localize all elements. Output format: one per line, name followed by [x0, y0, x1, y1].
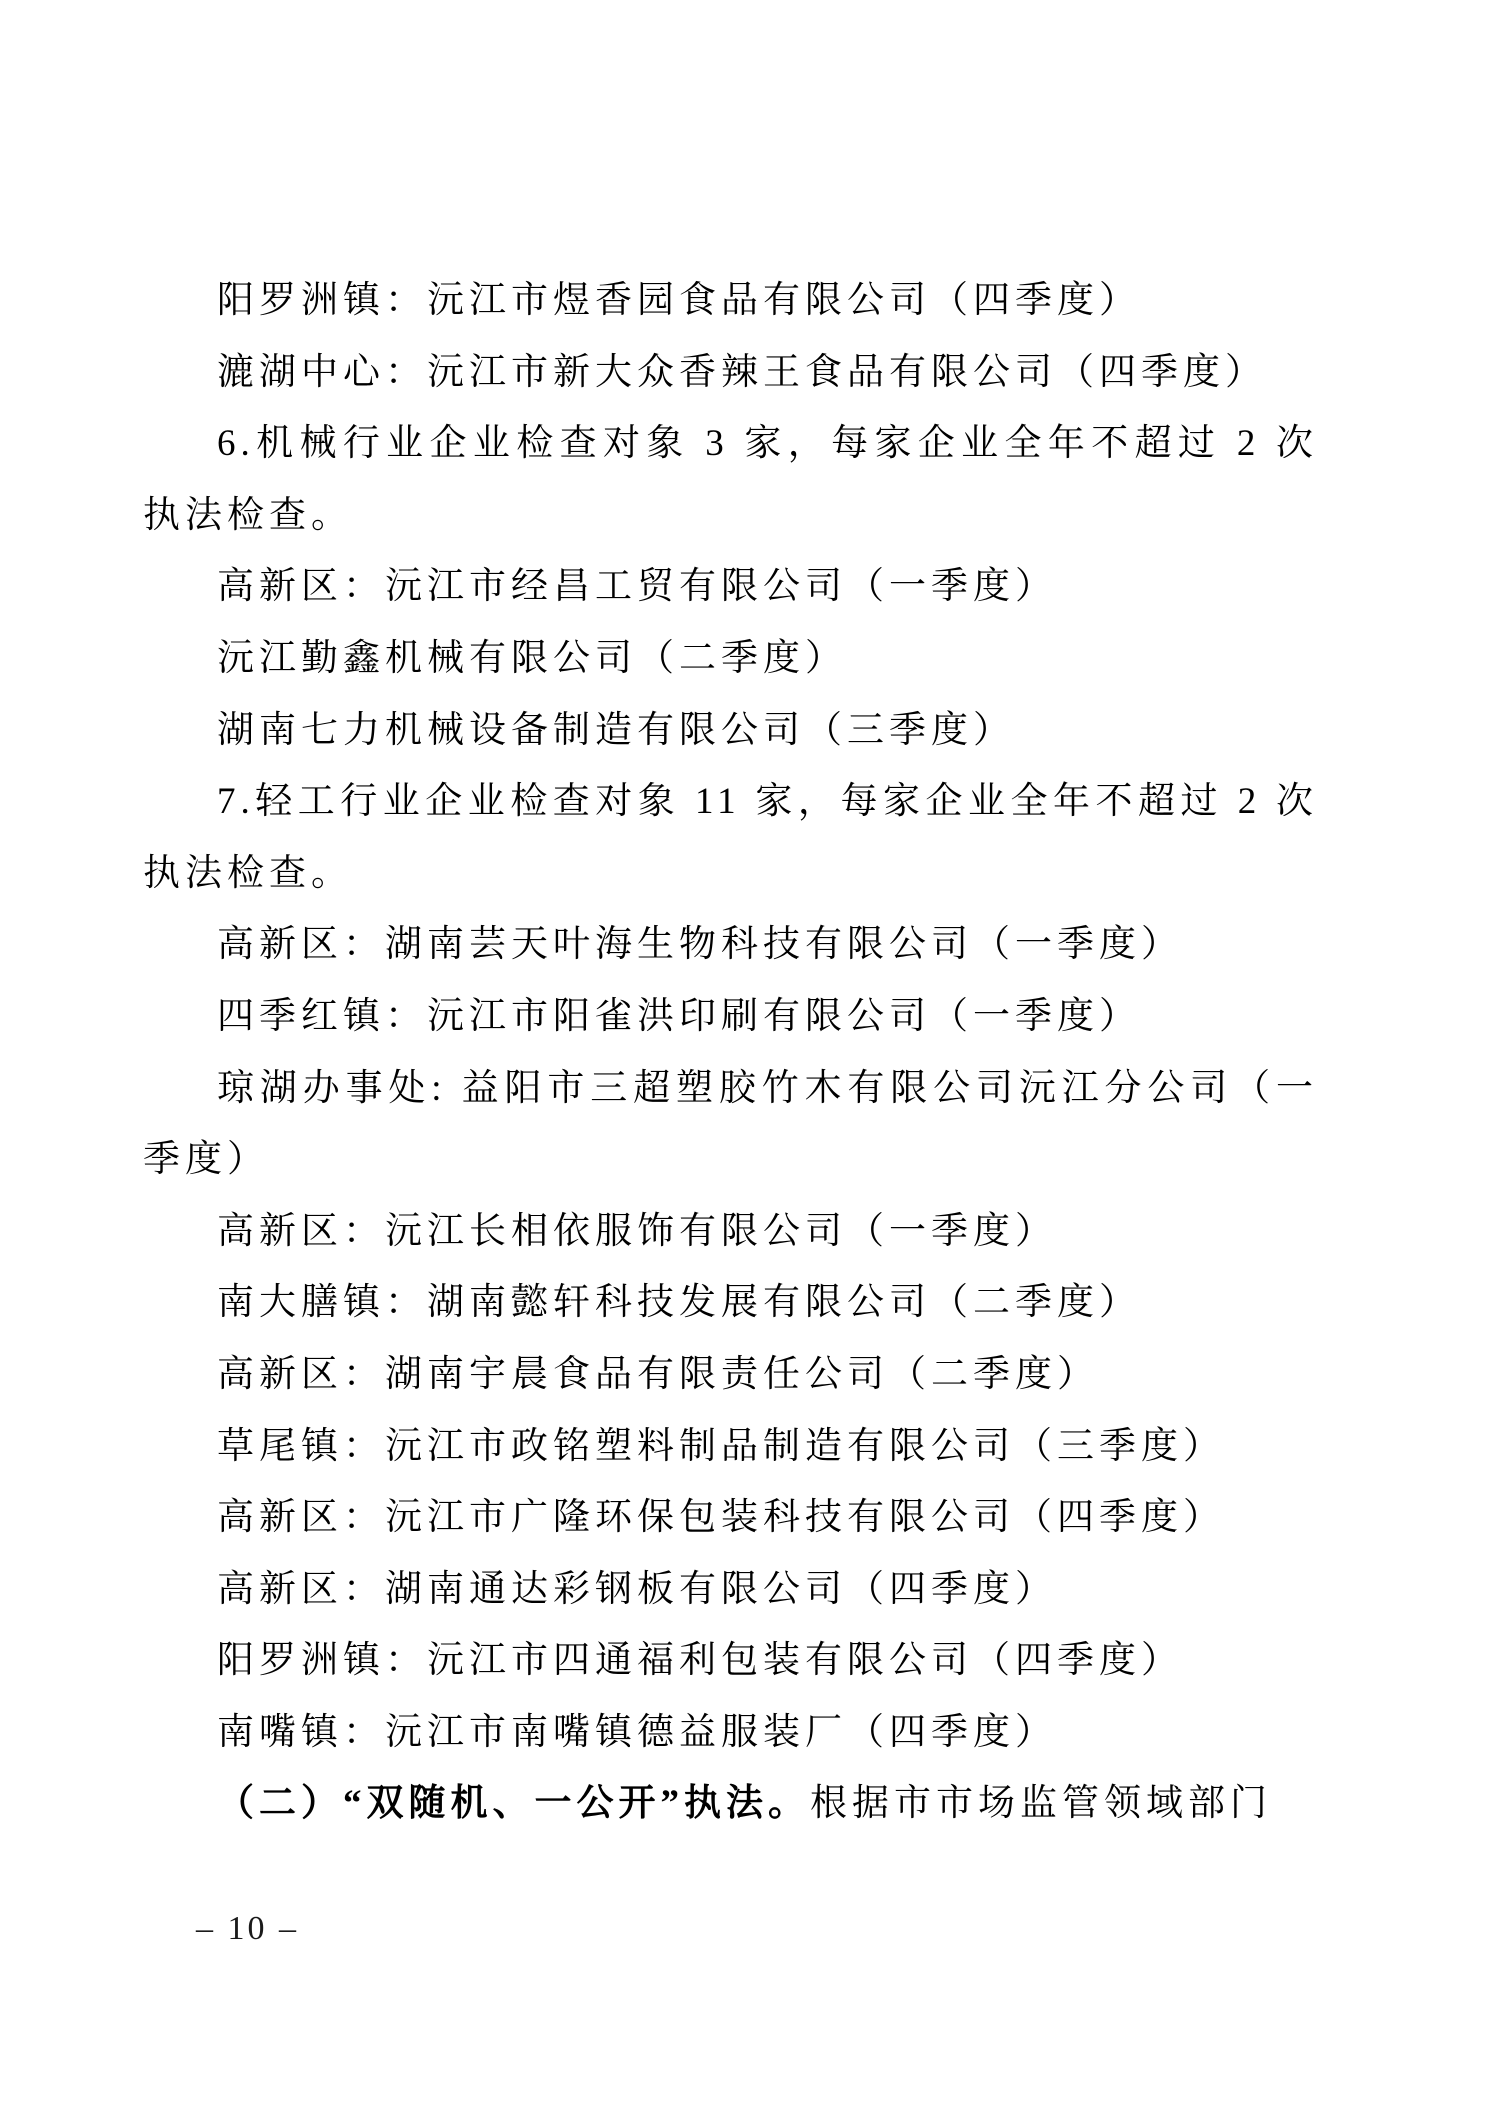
doc-paragraph: 高新区：湖南通达彩钢板有限公司（四季度）	[217, 1568, 1057, 1610]
doc-paragraph: 高新区：沅江市经昌工贸有限公司（一季度）	[217, 566, 1057, 608]
doc-paragraph: 6.机械行业企业检查对象 3 家，每家企业全年不超过 2 次执法检查。	[143, 423, 1318, 536]
doc-paragraph: 南大膳镇：湖南懿轩科技发展有限公司（二季度）	[217, 1282, 1141, 1324]
doc-paragraph: 高新区：湖南宇晨食品有限责任公司（二季度）	[217, 1353, 1099, 1395]
doc-paragraph: 高新区：沅江市广隆环保包装科技有限公司（四季度）	[217, 1497, 1225, 1539]
paragraph-text: 根据市市场监管领域部门	[810, 1783, 1272, 1825]
doc-paragraph	[143, 1768, 1318, 1840]
document-body	[143, 265, 1318, 1840]
doc-paragraph: 高新区：沅江长相依服饰有限公司（一季度）	[217, 1210, 1057, 1252]
doc-paragraph: 沅江勤鑫机械有限公司（二季度）	[217, 637, 847, 679]
page-number: – 10 –	[196, 1910, 299, 1947]
doc-paragraph: 南嘴镇：沅江市南嘴镇德益服装厂（四季度）	[217, 1711, 1057, 1753]
doc-paragraph: 四季红镇：沅江市阳雀洪印刷有限公司（一季度）	[217, 995, 1141, 1037]
doc-paragraph: 7.轻工行业企业检查对象 11 家，每家企业全年不超过 2 次执法检查。	[143, 781, 1318, 894]
subsection-title: （二）“双随机、一公开”执法。	[217, 1783, 810, 1825]
doc-paragraph: 高新区：湖南芸天叶海生物科技有限公司（一季度）	[217, 924, 1183, 966]
doc-paragraph: 阳罗洲镇：沅江市四通福利包装有限公司（四季度）	[217, 1640, 1183, 1682]
doc-paragraph: 阳罗洲镇：沅江市煜香园食品有限公司（四季度）	[217, 280, 1141, 321]
doc-paragraph: 草尾镇：沅江市政铭塑料制品制造有限公司（三季度）	[217, 1425, 1225, 1467]
doc-paragraph: 湖南七力机械设备制造有限公司（三季度）	[217, 709, 1015, 751]
doc-paragraph: 琼湖办事处: 益阳市三超塑胶竹木有限公司沅江分公司（一季度）	[143, 1067, 1318, 1181]
doc-paragraph: 漉湖中心：沅江市新大众香辣王食品有限公司（四季度）	[217, 351, 1267, 393]
